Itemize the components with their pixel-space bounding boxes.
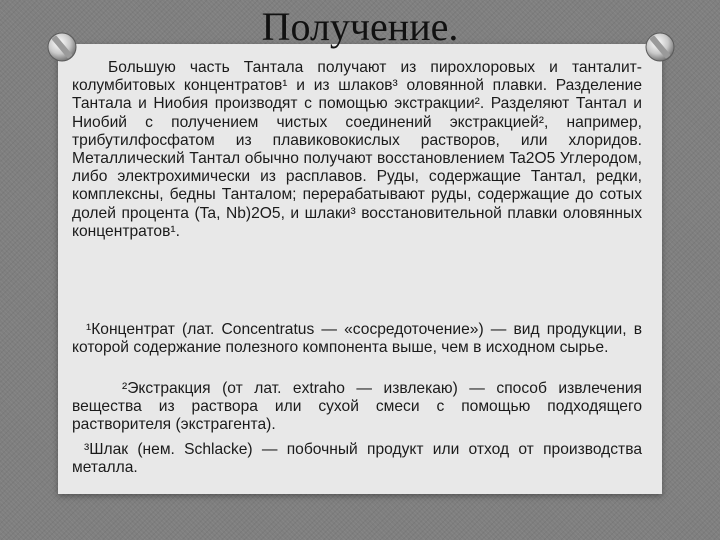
footnote-extraction: ²Экстракция (от лат. extraho — извлекаю) — способ извлечения вещества из раствора или сухой смеси с помощью подходящего растворителя (экстрагента). bbox=[72, 380, 642, 433]
footnote-slag: ³Шлак (нем. Schlacke) — побочный продукт или отход от производства металла. bbox=[72, 441, 642, 476]
body-paragraph: Большую часть Тантала получают из пирохлоровых и танталит-колумбитовых концентратов¹ и из шлаков³ оловянной плавки. Разделение Тантала и Ниобия производят с помощью экстракции². Разделяют Тантал и Ниобий с получением чистых соединений экстракцией², например, трибутилфосфатом из плавиковокислых растворов, или хлоридов. Металлический Тантал обычно получают восстановлением Ta2O5 Углеродом, либо электрохимически из расплавов. Руды, содержащие Тантал, редки, комплексны, бедны Танталом; перерабатывают руды, содержащие до сотых долей процента (Ta, Nb)2O5, и шлаки³ восстановительной плавки оловянных концентратов¹. bbox=[72, 59, 642, 240]
footnote-concentrate: ¹Концентрат (лат. Concentratus — «сосредоточение») — вид продукции, в которой содержание полезного компонента выше, чем в исходном сырье. bbox=[72, 321, 642, 356]
slide-title: Получение. bbox=[261, 4, 459, 49]
